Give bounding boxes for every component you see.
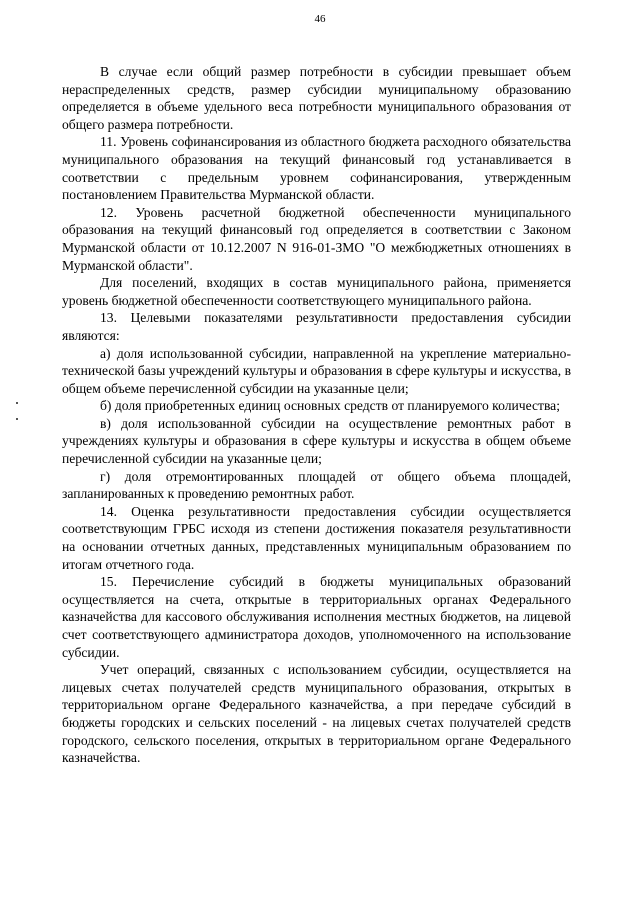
paragraph: В случае если общий размер потребности в субсидии превышает объем нераспределенных средств, размер субсидии муниципальному образованию определяется в объеме удельного веса потребности муниципального образования от общего размера потребности. [62, 64, 571, 132]
paragraph-item-14: 14. Оценка результативности предоставления субсидии осуществляется соответствующим ГРБС исходя из степени достижения показателя результативности на основании отчетных данных, представленных муниципальным образованием по итогам отчетного года. [62, 503, 571, 572]
list-item-a: а) доля использованной субсидии, направленной на укрепление материально-технической базы учреждений культуры и образования в сфере культуры и искусства, в общем объеме перечисленной субсидии на указанные цели; [62, 345, 571, 396]
list-item-g: г) доля отремонтированных площадей от общего объема площадей, запланированных к проведению ремонтных работ. [62, 468, 571, 502]
page-number: 46 [314, 13, 326, 25]
paragraph-item-13: 13. Целевыми показателями результативности предоставления субсидии являются: [62, 310, 571, 343]
scan-mark [16, 402, 18, 404]
document-body [62, 63, 571, 767]
paragraph-item-12: 12. Уровень расчетной бюджетной обеспеченности муниципального образования на текущий финансовый год определяется в соответствии с Законом Мурманской области от 10.12.2007 N 916-01-ЗМО "О межбюджетных отношениях в Мурманской области". [62, 204, 571, 273]
paragraph: Учет операций, связанных с использованием субсидии, осуществляется на лицевых счетах получателей средств муниципального образования, открытых в территориальном органе Федерального казначейства, а при передаче субсидий в бюджеты городских и сельских поселений - на лицевых счетах получателей средств городского, сельского поселения, открытых в территориальном органе Федерального казначейства. [62, 662, 571, 766]
paragraph: Для поселений, входящих в состав муниципального района, применяется уровень бюджетной обеспеченности соответствующего муниципального района. [62, 275, 571, 308]
list-item-v: в) доля использованной субсидии на осуществление ремонтных работ в учреждениях культуры и образования в сфере культуры и искусства в общем объеме перечисленной субсидии на указанные цели; [62, 415, 571, 467]
scan-mark [16, 418, 18, 420]
paragraph-item-11: 11. Уровень софинансирования из областного бюджета расходного обязательства муниципального образования на текущий финансовый год устанавливается в соответствии с предельным уровнем софинансирования, утвержденным постановлением Правительства Мурманской области. [62, 134, 571, 203]
list-item-b: б) доля приобретенных единиц основных средств от планируемого количества; [100, 398, 560, 414]
paragraph-item-15: 15. Перечисление субсидий в бюджеты муниципальных образований осуществляется на счета, открытые в территориальных органах Федерального казначейства для кассового обслуживания исполнения местных бюджетов, на лицевой счет соответствующего администратора доходов, уполномоченного на использование субсидии. [62, 574, 571, 660]
